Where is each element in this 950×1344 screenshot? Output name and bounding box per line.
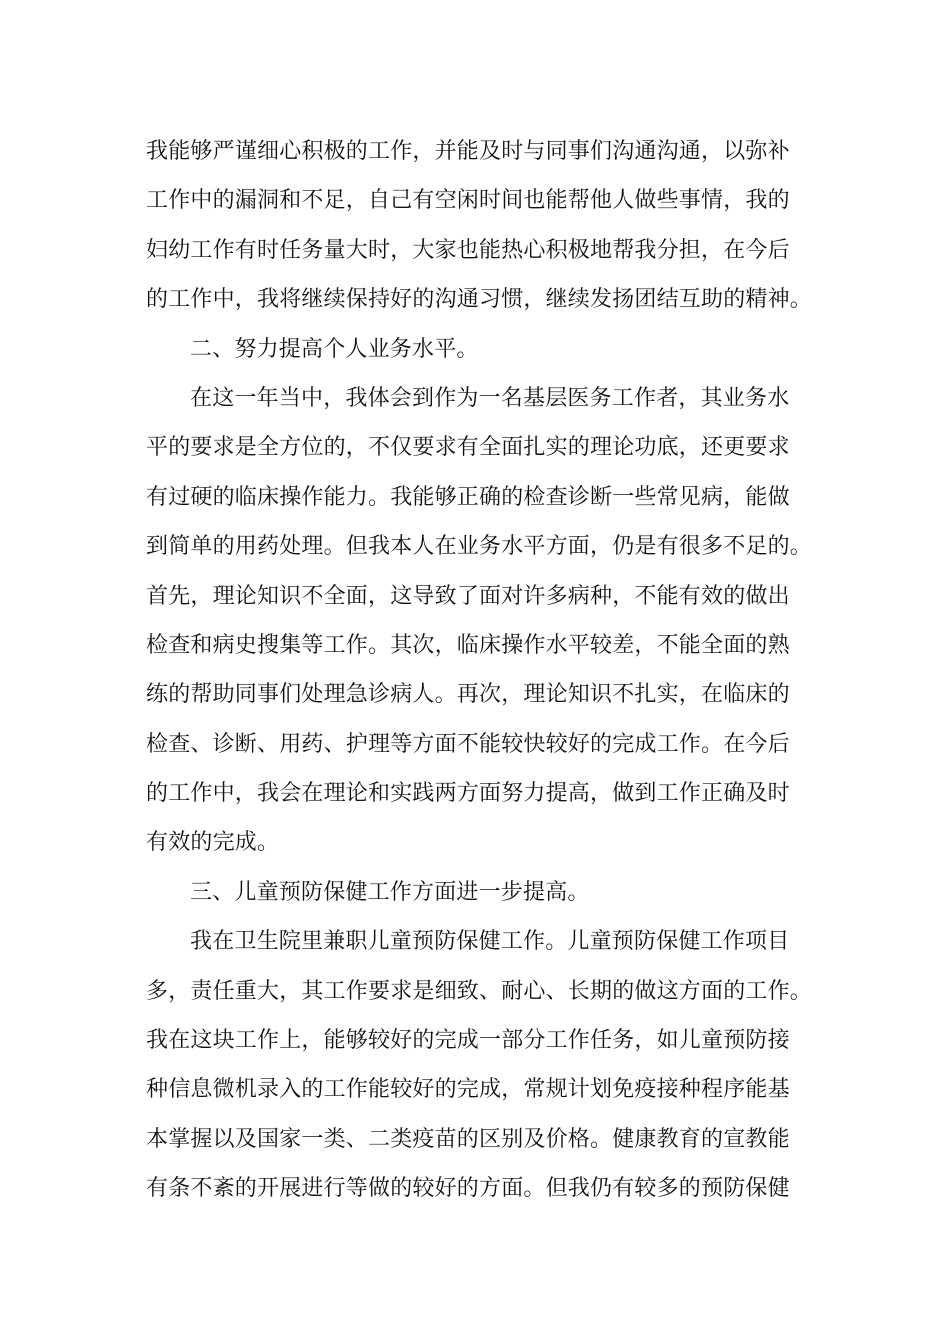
section-heading: 二、努力提高个人业务水平。 — [190, 336, 479, 362]
text-line: 有效的完成。 — [146, 830, 280, 856]
text-line: 妇幼工作有时任务量大时，大家也能热心积极地帮我分担，在今后 — [146, 237, 790, 263]
text-line: 有过硬的临床操作能力。我能够正确的检查诊断一些常见病，能做 — [146, 484, 790, 510]
document-body — [146, 127, 816, 1214]
section-heading: 三、儿童预防保健工作方面进一步提高。 — [190, 879, 590, 905]
text-line: 有条不紊的开展进行等做的较好的方面。但我仍有较多的预防保健 — [146, 1176, 790, 1202]
text-line: 本掌握以及国家一类、二类疫苗的区别及价格。健康教育的宣教能 — [146, 1126, 790, 1152]
text-line: 多，责任重大，其工作要求是细致、耐心、长期的做这方面的工作。 — [146, 978, 813, 1004]
text-line: 检查和病史搜集等工作。其次，临床操作水平较差，不能全面的熟 — [146, 632, 790, 658]
text-line: 工作中的漏洞和不足，自己有空闲时间也能帮他人做些事情，我的 — [146, 188, 790, 214]
text-line: 到简单的用药处理。但我本人在业务水平方面，仍是有很多不足的。 — [146, 534, 813, 560]
text-line: 在这一年当中，我体会到作为一名基层医务工作者，其业务水 — [190, 385, 790, 411]
text-line: 平的要求是全方位的，不仅要求有全面扎实的理论功底，还更要求 — [146, 435, 790, 461]
text-line: 首先，理论知识不全面，这导致了面对许多病种，不能有效的做出 — [146, 583, 790, 609]
text-line: 种信息微机录入的工作能较好的完成，常规计划免疫接种程序能基 — [146, 1077, 790, 1103]
text-line: 我在这块工作上，能够较好的完成一部分工作任务，如儿童预防接 — [146, 1028, 790, 1054]
text-line: 的工作中，我将继续保持好的沟通习惯，继续发扬团结互助的精神。 — [146, 287, 813, 313]
text-line: 的工作中，我会在理论和实践两方面努力提高，做到工作正确及时 — [146, 781, 790, 807]
text-line: 我在卫生院里兼职儿童预防保健工作。儿童预防保健工作项目 — [190, 929, 790, 955]
text-line: 我能够严谨细心积极的工作，并能及时与同事们沟通沟通，以弥补 — [146, 139, 790, 164]
text-line: 检查、诊断、用药、护理等方面不能较快较好的完成工作。在今后 — [146, 731, 790, 757]
text-line: 练的帮助同事们处理急诊病人。再次，理论知识不扎实，在临床的 — [146, 682, 790, 708]
